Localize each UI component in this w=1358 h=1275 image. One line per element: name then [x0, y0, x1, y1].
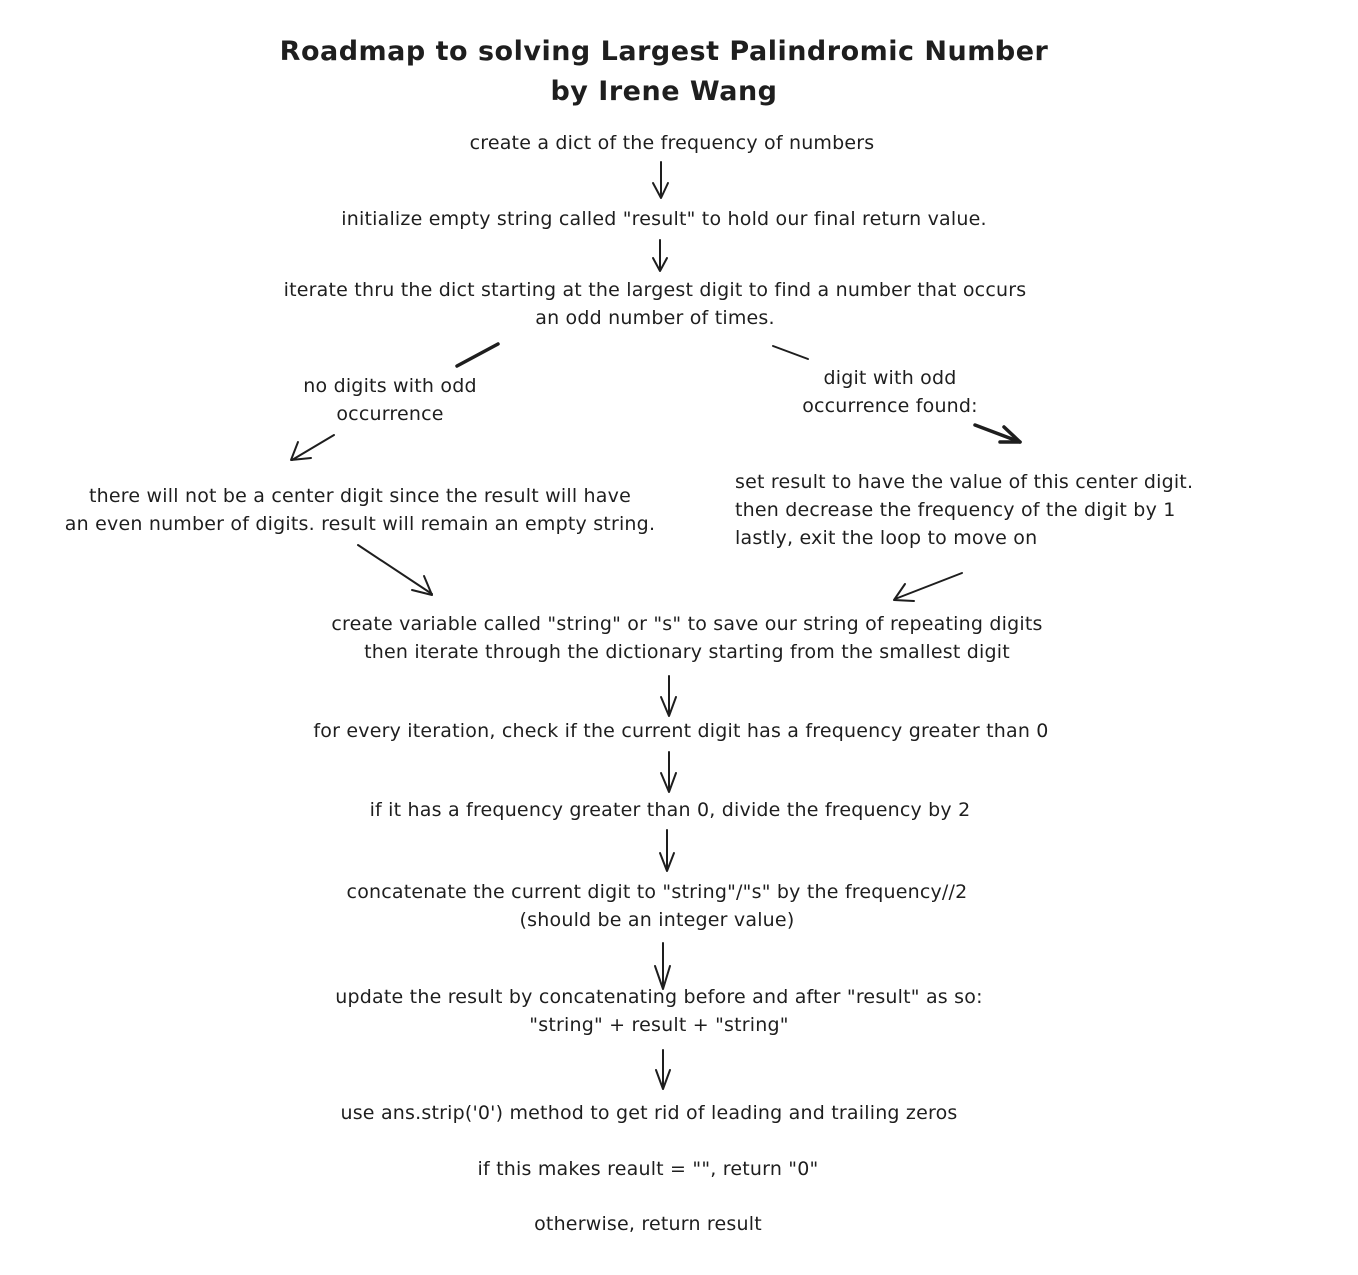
arrow-down-right-icon: [358, 545, 432, 595]
step-update-result: update the result by concatenating before and after "result" as so: "string" + result + "string": [335, 986, 983, 1036]
step-divide-frequency: if it has a frequency greater than 0, divide the frequency by 2: [369, 799, 971, 821]
arrow-down-left-icon: [291, 435, 334, 460]
arrow-down-icon: [653, 240, 667, 271]
branch-label-odd-found: digit with odd occurrence found:: [802, 367, 978, 417]
step-create-string-var: create variable called "string" or "s" to save our string of repeating digits then iterate through the dictionary starting from the smallest digit: [331, 613, 1043, 663]
arrow-down-right-icon: [975, 425, 1020, 442]
arrow-down-icon: [653, 162, 668, 198]
step-init-result: initialize empty string called "result" to hold our final return value.: [341, 208, 987, 230]
step-check-frequency: for every iteration, check if the current digit has a frequency greater than 0: [313, 720, 1049, 742]
title-line: Roadmap to solving Largest Palindromic Number: [279, 36, 1049, 67]
step-empty-check: if this makes reault = "", return "0": [477, 1158, 819, 1180]
step-return-result: otherwise, return result: [534, 1213, 762, 1235]
step-iterate-largest: iterate thru the dict starting at the largest digit to find a number that occurs an odd number of times.: [283, 279, 1027, 329]
branch-line-right: [773, 346, 808, 359]
branch-label-no-odd: no digits with odd occurrence: [303, 375, 477, 425]
right-branch-result: set result to have the value of this center digit. then decrease the frequency of the digit by 1 lastly, exit the loop to move on: [735, 471, 1194, 549]
step-concatenate-digit: concatenate the current digit to "string"/"s" by the frequency//2 (should be an integer value): [346, 881, 968, 931]
branch-line-left: [457, 344, 498, 366]
arrow-down-icon: [656, 1050, 670, 1089]
arrow-down-left-icon: [894, 573, 962, 601]
author-line: by Irene Wang: [550, 76, 778, 107]
arrow-down-icon: [661, 752, 676, 792]
left-branch-result: there will not be a center digit since the result will have an even number of digits. result will remain an empty string.: [64, 485, 656, 535]
step-strip-zeros: use ans.strip('0') method to get rid of leading and trailing zeros: [340, 1102, 958, 1124]
arrow-down-icon: [660, 830, 674, 871]
arrow-down-icon: [661, 676, 676, 716]
diagram-title: [0, 32, 1328, 112]
step-create-dict: create a dict of the frequency of numbers: [469, 132, 875, 154]
